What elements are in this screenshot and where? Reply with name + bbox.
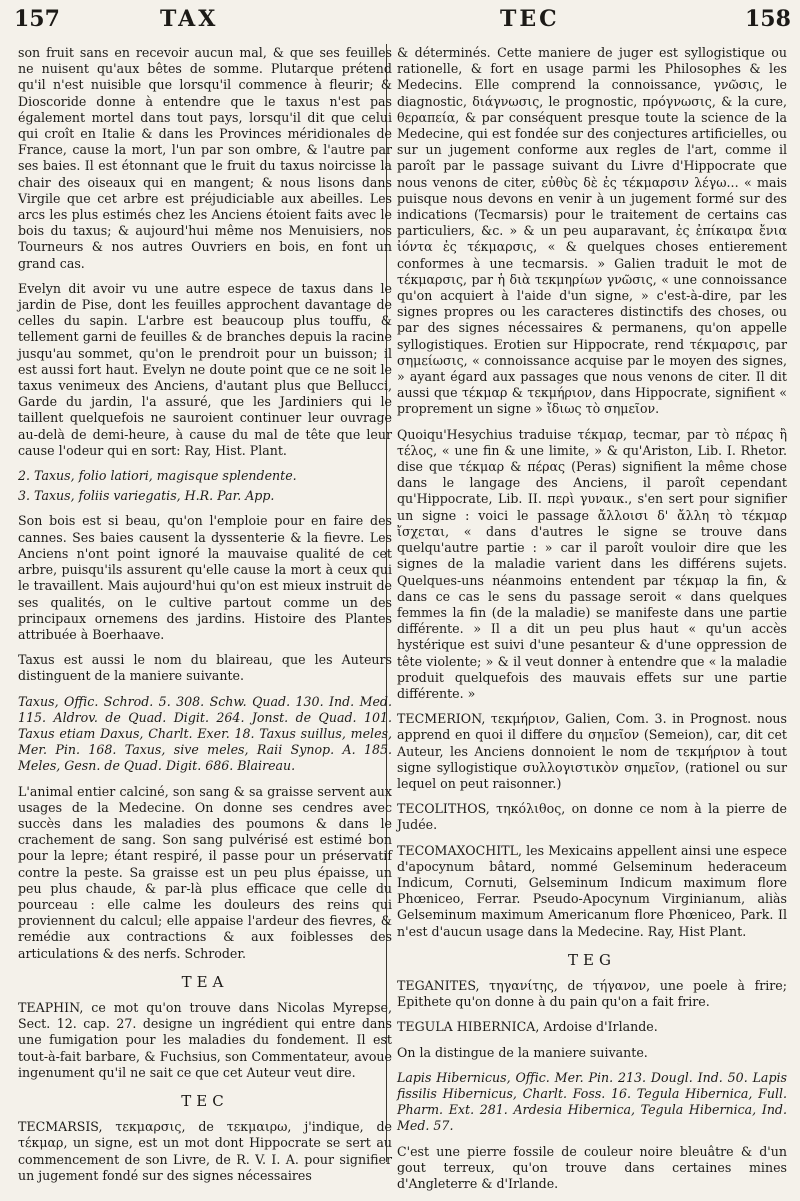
entry-teganites: TEGANITES, τηγανίτης, de τήγανον, une poele à frire; Epithete qu'on donne à du pain qu'on a fait frire. bbox=[397, 977, 787, 1010]
evelyn-paragraph: Evelyn dit avoir vu une autre espece de taxus dans le jardin de Pise, dont les feuilles approchent davantage de celles du sapin. L'arbre est beaucoup plus touffu, & tellement garni de feuilles & de branches depuis la racine jusqu'au sommet, qu'on le prendroit pour un buisson; il est aussi fort haut. Evelyn ne doute point que ce ne soit le taxus venimeux des Anciens, d'autant plus que Bellucci, Garde du jardin, l'a assuré, que les Jardiniers qui le taillent quelquefois ne sauroient continuer leur ouvrage au-delà de demi-heure, à cause du mal de tête que leur cause l'odeur qui en sort: Ray, Hist. Plant. bbox=[18, 280, 392, 458]
species-item-2: 2. Taxus, folio latiori, magisque splendente. bbox=[18, 468, 297, 484]
entry-tecomaxochitl: TECOMAXOCHITL, les Mexicains appellent ainsi une espece d'apocynum bâtard, nommé Gelseminum hederaceum Indicum, Cornuti, Gelseminum Indicum maximum flore Phœniceo, Ferrar. Pseudo-Apocynum Virginianum, aliàs Gelseminum maximum Americanum flore Phœniceo, Park. Il n'est d'aucun usage dans la Medecine. Ray, Hist Plant. bbox=[397, 842, 787, 939]
tecmarsis-continued: & déterminés. Cette maniere de juger est syllogistique ou rationelle, & fort en usage parmi les Philosophes & les Medecins. Elle comprend la connoissance, γνῶσις, le diagnostic, διάγνωσις, le prognostic, πρόγνωσις, & la cure, θεραπεία, & par conséquent presque toute la science de la Medecine, qui est fondée sur des conjectures artificielles, ou sur un jugement conforme aux regles de l'art, comme il paroît par le passage suivant du Livre d'Hippocrate que nous venons de citer, εὐθὺς δὲ ἐς τέκμαρσιν λέγω... « mais puisque nous devons en venir à un jugement formé sur des indications (Tecmarsis) pour le traitement de certains cas particuliers, &c. » & un peu auparavant, ἐς ἐπίκαιρα ἔνια ἰόντα ἐς τέκμαρσις, « & quelques choses entierement conformes à une tecmarsis. » Galien traduit le mot de τέκμαρσις, par ἡ διὰ τεκμηρίων γνῶσις, « une connoissance qu'on acquiert à l'aide d'un signe, » c'est-à-dire, par les signes propres ou les caracteres distinctifs des choses, ou par des signes nécessaires & permanens, qu'on appelle syllogistiques. Erotien sur Hippocrate, rend τέκμαρσις, par σημείωσις, « connoissance acquise par le moyen des signes, » ayant égard aux passages que nous venons de citer. Il dit aussi que τέκμαρ & τεκμήριον, dans Hippocrate, signifient « proprement un signe » ἴδιως τὸ σημεῖον. bbox=[397, 45, 787, 417]
entry-tecmarsis: TECMARSIS, τεκμαρσις, de τεκμαιρω, j'indique, de τέκμαρ, un signe, est un mot dont Hippocrate se sert au commencement de son Livre, de R. V. I. A. pour signifier un jugement fondé sur des signes nécessaires bbox=[18, 1119, 392, 1183]
blaireau-references: Taxus, Offic. Schrod. 5. 308. Schw. Quad. 130. Ind. Med. 115. Aldrov. de Quad. Digit. 264. Jonst. de Quad. 101. Taxus etiam Daxus, Charlt. Exer. 18. Taxus suillus, meles, Mer. Pin. 168. Taxus, sive meles, Raii Synop. A. 185. Meles, Gesn. de Quad. Digit. 686. Blaireau. bbox=[18, 693, 392, 774]
right-running-head: TEC bbox=[500, 6, 560, 32]
left-column bbox=[18, 45, 392, 1193]
left-page-number: 157 bbox=[14, 6, 60, 32]
blaireau-intro: Taxus est aussi le nom du blaireau, que les Auteurs distinguent de la maniere suivante. bbox=[18, 652, 392, 684]
taxus-paragraph: son fruit sans en recevoir aucun mal, & que ses feuilles ne nuisent qu'aux bêtes de somme. Plutarque prétend qu'il n'est nuisible que lorsqu'il commence à fleurir; & Dioscoride donne à entendre que le taxus n'est pas également mortel dans tout pays, lorsqu'il dit que celui qui croît en Italie & dans les Provinces méridionales de France, cause la mort, l'un par son ombre, & l'autre par ses baies. Il est étonnant que le fruit du taxus noircisse la chair des oiseaux qui en mangent; & nous lisons dans Virgile que cet arbre est préjudiciable aux abeilles. Les arcs les plus estimés chez les Anciens étoient faits avec le bois du taxus; & aujourd'hui même nos Menuisiers, nos Tourneurs & nos autres Ouvriers en bois, en font un grand cas. bbox=[18, 45, 392, 271]
section-heading-tea: TEA bbox=[181, 972, 229, 991]
species-item-3: 3. Taxus, foliis variegatis, H.R. Par. App. bbox=[18, 488, 275, 504]
section-heading-tec: TEC bbox=[181, 1091, 229, 1110]
entry-tecmerion: TECMERION, τεκμήριον, Galien, Com. 3. in Prognost. nous apprend en quoi il differe du σημεῖον (Semeion), car, dit cet Auteur, les Anciens donnoient le nom de τεκμήριον à tout signe syllogistique συλλογιστικὸν σημεῖον, (rationel ou sur lequel on peut raisonner.) bbox=[397, 711, 787, 791]
entry-tegula-hibernica: TEGULA HIBERNICA, Ardoise d'Irlande. bbox=[397, 1019, 658, 1035]
entry-teaphin: TEAPHIN, ce mot qu'on trouve dans Nicolas Myrepse, Sect. 12. cap. 27. designe un ingrédient qui entre dans une fumigation pour les maladies du fondement. Il est tout-à-fait barbare, & Fuchsius, son Commentateur, avoue ingenument qu'il ne sait ce que cet Auteur veut dire. bbox=[18, 999, 392, 1080]
entry-tecolithos: TECOLITHOS, τηκόλιθος, on donne ce nom à la pierre de Judée. bbox=[397, 801, 787, 833]
right-column bbox=[397, 45, 787, 1201]
tegula-references: Lapis Hibernicus, Offic. Mer. Pin. 213. Dougl. Ind. 50. Lapis fissilis Hibernicus, Charlt. Foss. 16. Tegula Hibernica, Full. Pharm. Ext. 281. Ardesia Hibernica, Tegula Hibernica, Ind. Med. 57. bbox=[397, 1069, 787, 1134]
right-page-number: 158 bbox=[745, 6, 791, 32]
tegula-description: C'est une pierre fossile de couleur noire bleuâtre & d'un gout terreux, qu'on trouve dans certaines mines d'Angleterre & d'Irlande. bbox=[397, 1143, 787, 1191]
section-heading-teg: TEG bbox=[568, 950, 616, 969]
wood-paragraph: Son bois est si beau, qu'on l'emploie pour en faire des cannes. Ses baies causent la dyssenterie & la fievre. Les Anciens n'ont point ignoré la mauvaise qualité de cet arbre, puisqu'ils assurent qu'elle cause la mort à ceux qui le travaillent. Mais aujourd'hui qu'on est mieux instruit de ses qualités, on le cultive partout comme un des principaux ornemens des jardins. Histoire des Plantes attribuée à Boerhaave. bbox=[18, 513, 392, 642]
tegula-intro: On la distingue de la maniere suivante. bbox=[397, 1044, 648, 1060]
hesychius-paragraph: Quoiqu'Hesychius traduise τέκμαρ, tecmar, par τὸ πέρας ἢ τέλος, « une fin & une limite, » & qu'Ariston, Lib. I. Rhetor. dise que τέκμαρ & πέρας (Peras) signifient la même chose dans le langage des Anciens, il paroît cependant qu'Hippocrate, Lib. II. περὶ γυναικ., s'en sert pour signifier un signe : voici le passage ἄλλοισι δ' ἄλλη τὸ τέκμαρ ἴσχεται, « dans d'autres le signe se trouve dans quelqu'autre partie : » car il paroît vouloir dire que les signes de la maladie varient dans les différens sujets. Quelques-uns néanmoins entendent par τέκμαρ la fin, & dans ce cas le sens du passage seroit « dans quelques femmes la fin (de la maladie) se manifeste dans une partie différente. » Il a dit un peu plus haut « qu'un accès hystérique est suivi d'une pesanteur & d'une oppression de tête violente; » & il veut donner à entendre que « la maladie produit quelquefois des mauvais effets sur une partie différente. » bbox=[397, 426, 787, 701]
blaireau-uses: L'animal entier calciné, son sang & sa graisse servent aux usages de la Medecine. On donne ses cendres avec succès dans les maladies des poumons & dans le crachement de sang. Son sang pulvérisé est estimé bon pour la lepre; étant respiré, il passe pour un préservatif contre la peste. Sa graisse est un peu plus épaisse, un peu plus chaude, & par-là plus efficace que celle du pourceau : elle calme les douleurs des reins qui proviennent du calcul; elle appaise l'ardeur des fievres, & remédie aux contractions & aux foiblesses des articulations & des nerfs. Schroder. bbox=[18, 783, 392, 961]
left-running-head: TAX bbox=[160, 6, 219, 32]
